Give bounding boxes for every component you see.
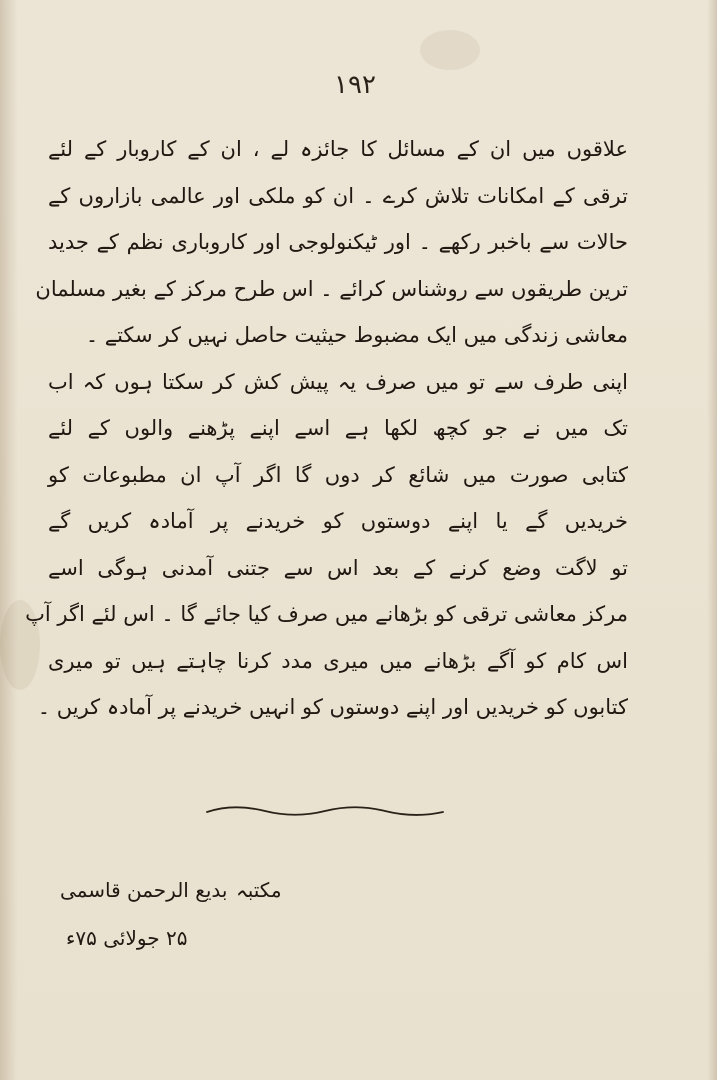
- text-line: خریدیں گے یا اپنے دوستوں کو خریدنے پر آمادہ کریں گے: [48, 509, 628, 533]
- paper-stain: [420, 30, 480, 70]
- text-line: اپنی طرف سے تو میں صرف یہ پیش کش کر سکتا ہوں کہ اب: [48, 369, 628, 394]
- text-line: ترین طریقوں سے روشناس کرائے ۔ اس طرح مرکز کے بغیر مسلمان: [35, 276, 628, 301]
- text-line: حالات سے باخبر رکھے ۔ اور ٹیکنولوجی اور کاروباری نظم کے جدید: [48, 230, 628, 254]
- author-name: بدیع الرحمن قاسمی: [60, 878, 228, 902]
- text-line: کتابوں کو خریدیں اور اپنے دوستوں کو انہیں خریدنے پر آمادہ کریں ۔: [37, 695, 628, 719]
- text-line: ترقی کے امکانات تلاش کرے ۔ ان کو ملکی اور عالمی بازاروں کے: [48, 183, 628, 208]
- text-line: کتابی صورت میں شائع کر دوں گا اگر آپ ان مطبوعات کو: [48, 462, 628, 487]
- wavy-divider: [205, 800, 445, 824]
- publisher-name: مکتبہ: [236, 878, 282, 902]
- text-line: مرکز معاشی ترقی کو بڑھانے میں صرف کیا جائے گا ۔ اس لئے اگر آپ: [25, 602, 628, 626]
- text-line: علاقوں میں ان کے مسائل کا جائزہ لے ، ان کے کاروبار کے لئے: [48, 137, 628, 161]
- text-line: اس کام کو آگے بڑھانے میں میری مدد کرنا چاہتے ہیں تو میری: [48, 648, 628, 673]
- page-number: ۱۹۲: [334, 70, 376, 100]
- body-text: [25, 126, 628, 731]
- signature-date: ۲۵ جولائی ۷۵ء: [66, 926, 188, 950]
- text-line: تک میں نے جو کچھ لکھا ہے اسے اپنے پڑھنے والوں کے لئے: [48, 416, 628, 440]
- text-line: تو لاگت وضع کرنے کے بعد اس سے جتنی آمدنی ہوگی اسے: [48, 555, 628, 580]
- text-line: معاشی زندگی میں ایک مضبوط حیثیت حاصل نہیں کر سکتے ۔: [85, 323, 628, 347]
